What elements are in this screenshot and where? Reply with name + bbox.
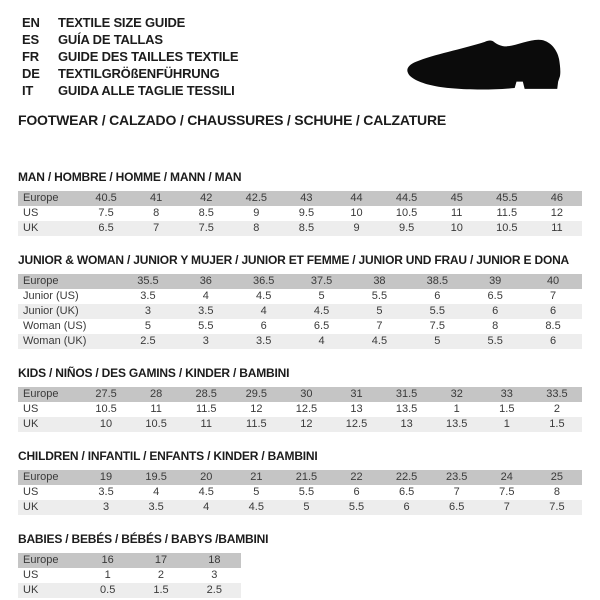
size-value: 12.5 <box>345 418 368 430</box>
table-row <box>18 334 582 349</box>
size-value: 3 <box>202 335 209 347</box>
size-value: 10 <box>99 418 113 430</box>
size-value: 13.5 <box>445 418 468 430</box>
row-label: US <box>23 569 39 581</box>
section-kids <box>18 367 582 432</box>
size-value: 4 <box>153 486 160 498</box>
size-value: 7 <box>503 501 510 513</box>
language-code: IT <box>22 83 34 98</box>
table-row <box>18 485 582 500</box>
size-value: 2 <box>157 569 165 581</box>
size-value: 4 <box>202 290 209 302</box>
size-value: 6 <box>403 501 410 513</box>
size-value: 16 <box>101 554 114 566</box>
size-value: 2 <box>553 403 560 415</box>
language-title: GUÍA DE TALLAS <box>58 32 163 47</box>
size-value: 6.5 <box>487 290 503 302</box>
size-value: 8 <box>492 320 499 332</box>
row-label: Junior (US) <box>23 290 79 302</box>
language-code: DE <box>22 66 40 81</box>
size-value: 6.5 <box>449 501 465 513</box>
size-table-children <box>18 470 582 515</box>
size-value: 10.5 <box>395 207 418 219</box>
size-value: 4 <box>318 335 325 347</box>
row-label: UK <box>23 501 39 513</box>
size-value: 8 <box>253 222 260 234</box>
size-value: 7 <box>153 222 160 234</box>
row-label: Junior (UK) <box>23 305 79 317</box>
size-value: 2.5 <box>140 335 156 347</box>
table-row <box>18 500 582 515</box>
size-table-junior-woman <box>18 274 582 349</box>
size-value: 1 <box>503 418 510 430</box>
row-label: UK <box>23 418 39 430</box>
table-row <box>18 304 582 319</box>
size-value: 32 <box>450 388 463 400</box>
size-value: 11 <box>150 403 162 415</box>
section-title-babies: BABIES / BEBÉS / BÉBÉS / BABYS /BAMBINI <box>18 532 269 546</box>
size-value: 5.5 <box>429 305 445 317</box>
size-value: 38.5 <box>426 275 449 287</box>
size-value: 45.5 <box>496 192 518 204</box>
size-value: 3 <box>102 501 110 513</box>
size-value: 41 <box>150 192 163 204</box>
size-value: 11 <box>450 207 463 219</box>
size-value: 7.5 <box>98 207 114 219</box>
size-value: 7 <box>453 486 460 498</box>
size-table-kids <box>18 387 582 432</box>
size-value: 12 <box>550 207 564 219</box>
table-row <box>18 417 582 432</box>
size-value: 30 <box>300 388 313 400</box>
size-value: 6 <box>434 290 441 302</box>
size-value: 45 <box>450 192 463 204</box>
size-value: 1 <box>453 403 460 415</box>
language-title: GUIDE DES TAILLES TEXTILE <box>58 49 239 64</box>
row-label: UK <box>23 584 39 596</box>
size-value: 6 <box>260 320 267 332</box>
size-value: 42 <box>200 192 213 204</box>
table-row <box>18 289 582 304</box>
size-value: 20 <box>200 471 213 483</box>
size-value: 22.5 <box>395 471 418 483</box>
size-value: 28 <box>150 388 163 400</box>
size-value: 38 <box>373 275 386 287</box>
size-value: 4 <box>203 501 210 513</box>
row-label: Europe <box>23 192 59 204</box>
size-value: 5 <box>318 290 325 302</box>
size-value: 5 <box>434 335 441 347</box>
size-value: 6 <box>550 305 557 317</box>
size-value: 3.5 <box>148 501 164 513</box>
language-code: FR <box>22 49 39 64</box>
size-value: 7.5 <box>549 501 565 513</box>
size-value: 7.5 <box>499 486 515 498</box>
size-value: 6.5 <box>313 320 330 332</box>
size-value: 11.5 <box>195 403 217 415</box>
size-value: 11 <box>200 418 212 430</box>
size-value: 29.5 <box>245 388 268 400</box>
size-value: 3 <box>144 305 151 317</box>
size-value: 39 <box>489 275 502 287</box>
language-code: ES <box>22 32 39 47</box>
size-value: 46 <box>550 192 564 204</box>
size-value: 9.5 <box>398 222 415 234</box>
table-row <box>18 553 241 568</box>
table-row <box>18 387 582 402</box>
size-value: 36.5 <box>252 275 275 287</box>
row-label: UK <box>23 222 39 234</box>
size-value: 6.5 <box>98 222 114 234</box>
size-value: 25 <box>550 471 564 483</box>
size-value: 3.5 <box>198 305 214 317</box>
size-tables <box>18 171 582 598</box>
size-value: 12 <box>250 403 263 415</box>
table-row <box>18 274 582 289</box>
size-value: 7.5 <box>198 222 214 234</box>
size-value: 9 <box>253 207 260 219</box>
size-value: 40 <box>546 275 560 287</box>
section-title-junior-woman: JUNIOR & WOMAN / JUNIOR Y MUJER / JUNIOR ET FEMME / JUNIOR UND FRAU / JUNIOR E DONA <box>18 253 570 267</box>
category-title: FOOTWEAR / CALZADO / CHAUSSURES / SCHUHE / CALZATURE <box>18 112 447 128</box>
size-value: 13.5 <box>395 403 418 415</box>
size-value: 3 <box>211 569 218 581</box>
row-label: Europe <box>23 275 59 287</box>
size-value: 5.5 <box>298 486 315 498</box>
size-value: 10.5 <box>145 418 167 430</box>
size-value: 19 <box>99 471 113 483</box>
section-man <box>18 171 582 236</box>
size-value: 5 <box>376 305 383 317</box>
size-value: 6 <box>550 335 557 347</box>
size-value: 5.5 <box>348 501 365 513</box>
size-value: 6 <box>353 486 360 498</box>
table-row <box>18 583 241 598</box>
size-table-babies <box>18 553 241 598</box>
size-value: 42.5 <box>245 192 268 204</box>
size-value: 8.5 <box>298 222 315 234</box>
size-value: 36 <box>199 275 212 287</box>
size-value: 5 <box>253 486 260 498</box>
row-label: Woman (UK) <box>23 335 87 347</box>
size-value: 43 <box>300 192 313 204</box>
size-value: 8.5 <box>198 207 214 219</box>
size-table-man <box>18 191 582 236</box>
language-title: TEXTILGRÖßENFÜHRUNG <box>58 66 220 81</box>
size-value: 6.5 <box>398 486 415 498</box>
size-value: 0.5 <box>100 584 116 596</box>
table-row <box>18 221 582 236</box>
size-value: 7.5 <box>429 320 445 332</box>
size-value: 31.5 <box>395 388 418 400</box>
row-label: Europe <box>23 471 59 483</box>
size-value: 6 <box>492 305 499 317</box>
size-value: 12.5 <box>295 403 318 415</box>
table-row <box>18 568 241 583</box>
size-value: 11 <box>551 222 563 234</box>
size-value: 1.5 <box>499 403 515 415</box>
section-title-man: MAN / HOMBRE / HOMME / MANN / MAN <box>18 170 242 184</box>
size-value: 12 <box>300 418 313 430</box>
size-value: 4 <box>260 305 267 317</box>
size-value: 8 <box>153 207 160 219</box>
table-row <box>18 319 582 334</box>
section-title-children: CHILDREN / INFANTIL / ENFANTS / KINDER / BAMBINI <box>18 449 318 463</box>
size-value: 7 <box>376 320 383 332</box>
size-value: 31 <box>350 388 363 400</box>
dress-shoe-icon <box>397 30 569 98</box>
size-value: 5.5 <box>198 320 214 332</box>
size-value: 4.5 <box>198 486 214 498</box>
size-value: 2.5 <box>206 584 222 596</box>
size-value: 10.5 <box>496 222 518 234</box>
row-label: Europe <box>23 554 59 566</box>
size-value: 1.5 <box>549 418 565 430</box>
row-label: Europe <box>23 388 59 400</box>
size-value: 4.5 <box>313 305 330 317</box>
size-value: 8 <box>553 486 560 498</box>
size-value: 44.5 <box>395 192 418 204</box>
size-value: 11.5 <box>496 207 518 219</box>
size-value: 4.5 <box>248 501 264 513</box>
size-value: 1.5 <box>153 584 169 596</box>
language-code: EN <box>22 15 40 30</box>
table-row <box>18 402 582 417</box>
size-value: 3.5 <box>140 290 156 302</box>
size-value: 8.5 <box>545 320 561 332</box>
language-title: GUIDA ALLE TAGLIE TESSILI <box>58 83 235 98</box>
table-row <box>18 206 582 221</box>
section-children <box>18 450 582 515</box>
table-row <box>18 191 582 206</box>
size-value: 27.5 <box>95 388 117 400</box>
size-value: 28.5 <box>195 388 217 400</box>
size-value: 33 <box>500 388 513 400</box>
size-value: 18 <box>208 554 221 566</box>
size-value: 5 <box>144 320 151 332</box>
size-value: 13 <box>350 403 363 415</box>
size-value: 1 <box>104 569 111 581</box>
size-value: 11.5 <box>246 418 267 430</box>
size-value: 37.5 <box>310 275 333 287</box>
size-value: 21 <box>250 471 263 483</box>
size-value: 22 <box>350 471 363 483</box>
size-value: 10.5 <box>95 403 117 415</box>
size-value: 44 <box>350 192 363 204</box>
size-value: 7 <box>550 290 557 302</box>
size-value: 33.5 <box>546 388 568 400</box>
language-row <box>22 14 600 31</box>
size-value: 35.5 <box>137 275 159 287</box>
size-value: 5.5 <box>371 290 388 302</box>
size-value: 19.5 <box>145 471 167 483</box>
row-label: US <box>23 403 39 415</box>
section-title-kids: KIDS / NIÑOS / DES GAMINS / KINDER / BAMBINI <box>18 366 290 380</box>
size-value: 17 <box>154 554 168 566</box>
size-value: 10 <box>450 222 463 234</box>
row-label: US <box>23 207 39 219</box>
size-value: 24 <box>500 471 513 483</box>
size-value: 9.5 <box>298 207 315 219</box>
size-value: 4.5 <box>256 290 272 302</box>
size-value: 4.5 <box>371 335 388 347</box>
row-label: US <box>23 486 39 498</box>
size-value: 9 <box>353 222 360 234</box>
size-value: 3.5 <box>256 335 272 347</box>
size-value: 23.5 <box>445 471 468 483</box>
size-value: 5 <box>303 501 310 513</box>
section-babies <box>18 533 582 598</box>
size-value: 13 <box>400 418 413 430</box>
size-value: 3.5 <box>98 486 114 498</box>
section-junior-woman <box>18 254 582 349</box>
size-value: 21.5 <box>295 471 318 483</box>
size-value: 5.5 <box>487 335 503 347</box>
row-label: Woman (US) <box>23 320 87 332</box>
size-value: 40.5 <box>95 192 117 204</box>
language-title: TEXTILE SIZE GUIDE <box>58 15 186 30</box>
size-value: 10 <box>350 207 363 219</box>
table-row <box>18 470 582 485</box>
